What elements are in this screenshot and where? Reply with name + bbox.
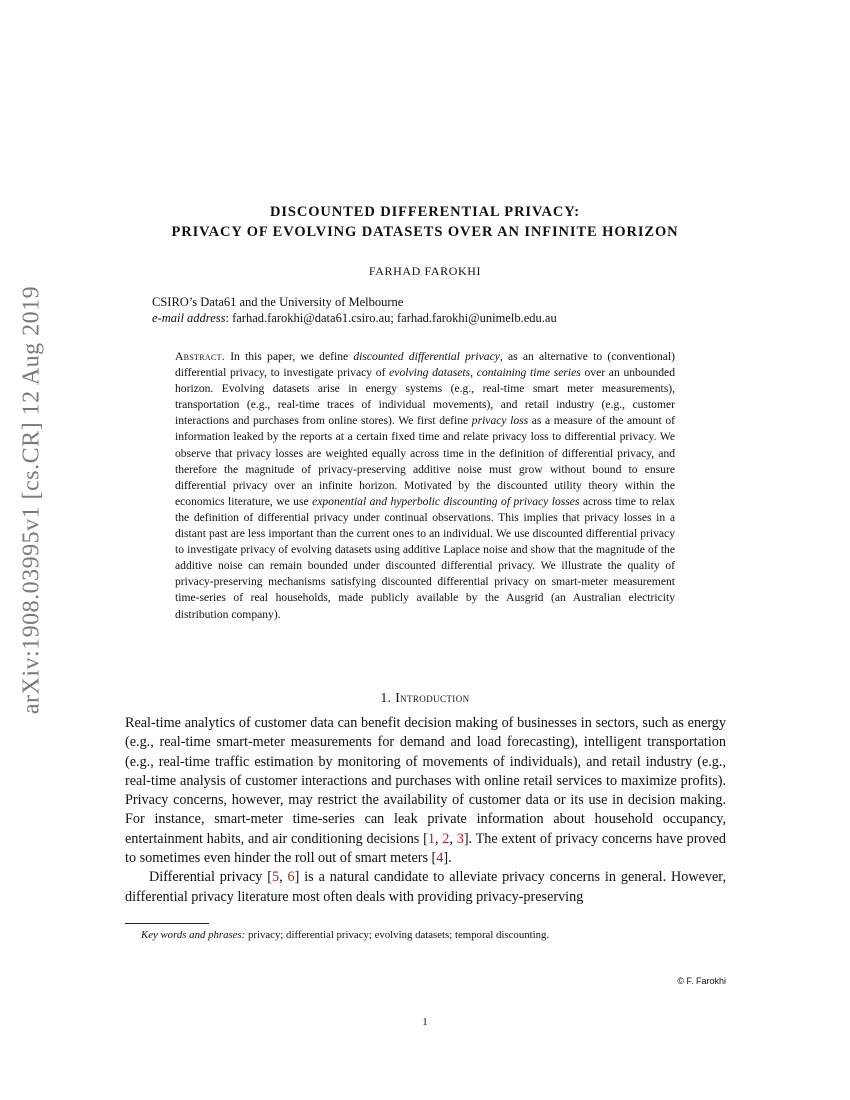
paragraph: [125, 714, 726, 868]
email-values: : farhad.farokhi@data61.csiro.au; farhad.farokhi@unimelb.edu.au: [225, 311, 557, 325]
paragraph-text: ,: [449, 830, 457, 847]
institution: CSIRO’s Data61 and the University of Melbourne: [152, 295, 404, 309]
copyright-notice: © F. Farokhi: [677, 976, 726, 986]
abstract-emphasis: exponential and hyperbolic discounting of privacy losses: [312, 494, 580, 508]
title-line-2: PRIVACY OF EVOLVING DATASETS OVER AN INFINITE HORIZON: [171, 224, 679, 240]
title-line-1: DISCOUNTED DIFFERENTIAL PRIVACY:: [270, 204, 580, 220]
footnote-rule: [125, 923, 209, 924]
paragraph-text: Differential privacy [: [149, 869, 272, 886]
abstract-text: In this paper, we define: [224, 350, 354, 363]
paper-title: [100, 202, 750, 242]
section-heading: [100, 690, 750, 706]
citation-link[interactable]: 6: [287, 869, 295, 886]
paragraph-text: Real-time analytics of customer data can benefit decision making of businesses in sectors, such as energy (e.g., real-time smart-meter measurements for demand and load forecasting), intelligent transportation (e.g., real-time traffic estimation by monitoring of movements of individuals), and retail industry (e.g., real-time analysis of customer interactions and purchases with online retail services to maximize profits). Privacy concerns, however, may restrict the availability of customer data or its use in decision making. For instance, smart-meter time-series can leak private information about household occupancy, entertainment habits, and air conditioning decisions [: [125, 715, 726, 847]
paragraph-text: ].: [443, 850, 452, 867]
abstract-text: as a measure of the amount of information leaked by the reports at a certain fixed time and relate privacy loss to differential privacy. We observe that privacy losses are weighted equally across time in the definition of differential privacy, and therefore the magnitude of privacy-preserving additive noise must grow without bound to ensure differential privacy over an infinite horizon. Motivated by the discounted utility theory within the economics literature, we use: [175, 414, 675, 508]
paragraph: [125, 868, 726, 907]
footnote: [141, 929, 741, 941]
email-label: e-mail address: [152, 311, 226, 325]
citation-link[interactable]: 3: [456, 830, 464, 847]
section-title: Introduction: [395, 690, 470, 705]
citation-link[interactable]: 5: [271, 869, 280, 886]
abstract-label: Abstract.: [175, 350, 225, 363]
footnote-label: Key words and phrases:: [141, 929, 246, 941]
email-line: [152, 310, 772, 326]
page-number: 1: [422, 1016, 428, 1028]
citation-link[interactable]: 1: [427, 830, 435, 847]
paragraph-text: ]. The extent of privacy concerns have proved to sometimes even hinder the roll out of smart meters [: [125, 830, 727, 867]
abstract: [175, 349, 675, 623]
abstract-emphasis: evolving datasets, containing time series: [389, 366, 581, 380]
paragraph-text: ,: [434, 830, 443, 847]
footnote-text: privacy; differential privacy; evolving datasets; temporal discounting.: [245, 929, 550, 941]
abstract-emphasis: discounted differential privacy: [353, 350, 500, 363]
arxiv-side-stamp: arXiv:1908.03995v1 [cs.CR] 12 Aug 2019: [18, 285, 45, 715]
paragraph-text: ] is a natural candidate to alleviate privacy concerns in general. However, differential privacy literature most often deals with providing privacy-preserving: [125, 869, 727, 905]
citation-link[interactable]: 2: [442, 830, 450, 847]
paragraph-text: ,: [279, 869, 288, 886]
affiliation-block: [152, 294, 772, 326]
body-text: [125, 714, 726, 907]
section-number: 1.: [380, 690, 396, 705]
abstract-text: , as an alternative to (conventional) differential privacy, to investigate privacy of: [175, 350, 675, 380]
citation-link[interactable]: 4: [436, 850, 444, 867]
author-name: FARHAD FAROKHI: [368, 264, 482, 278]
abstract-text: across time to relax the definition of differential privacy under continual observations. This implies that privacy losses in a distant past are less important than the current ones to an individual. We use discounted differential privacy to investigate privacy of evolving datasets using additive Laplace noise and show that the magnitude of the additive noise can remain bounded under discounted differential privacy. We illustrate the quality of privacy-preserving mechanisms satisfying discounted differential privacy on smart-meter measurement time-series of real households, made publicly available by the Ausgrid (an Australian electricity distribution company).: [175, 494, 675, 621]
abstract-text: over an unbounded horizon. Evolving datasets arise in energy systems (e.g., real-time smart meter measurements), transportation (e.g., real-time traces of individual movements), and retail industry (e.g., customer interactions and purchases from online stores). We first define: [175, 366, 675, 428]
abstract-emphasis: privacy loss: [471, 414, 529, 428]
